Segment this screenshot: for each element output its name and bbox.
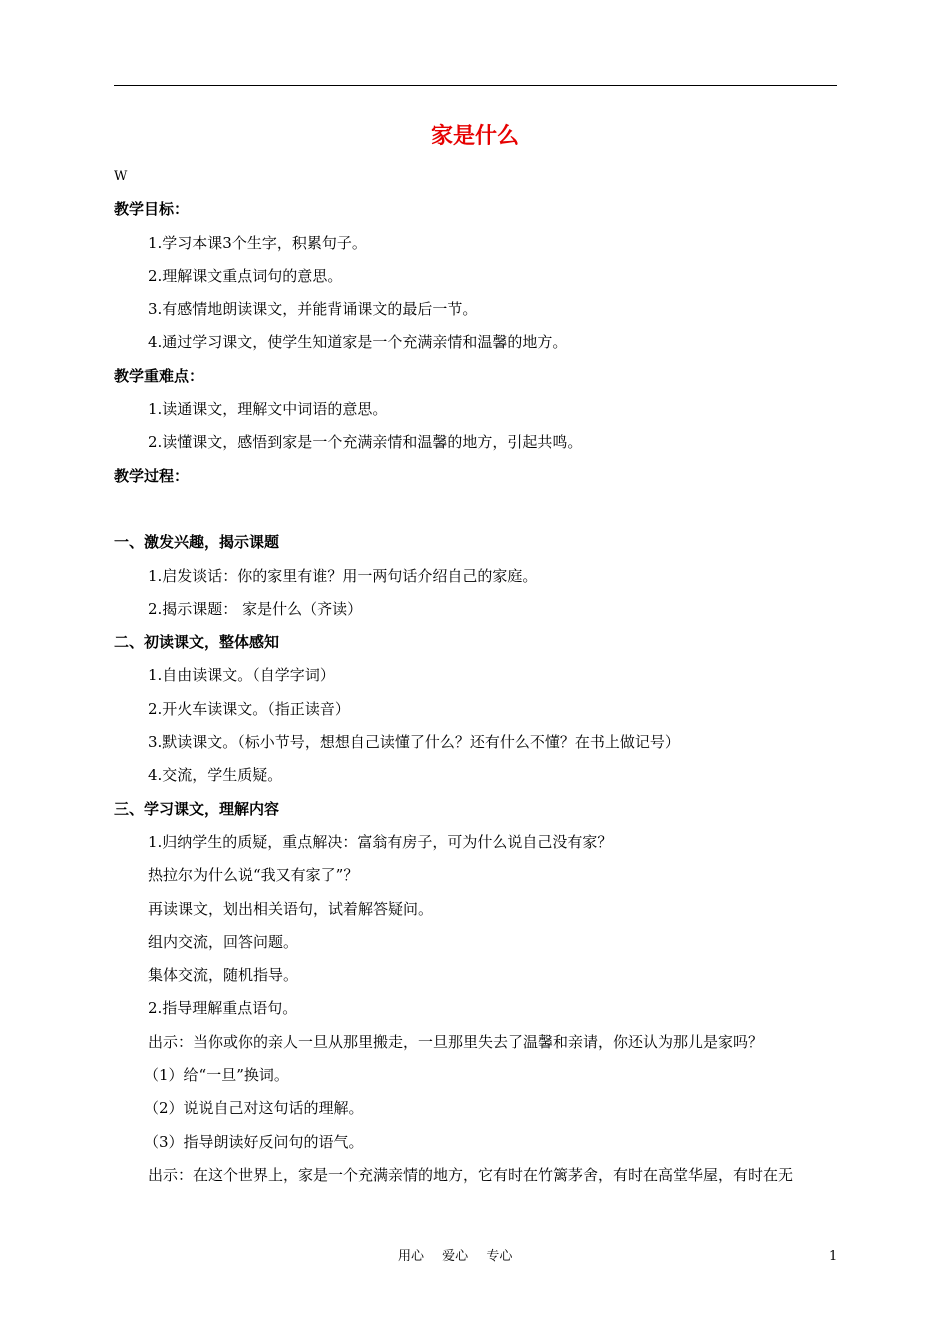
sub-item: （1）给“一旦”换词。 bbox=[144, 1066, 289, 1085]
body-line: 出示：当你或你的亲人一旦从那里搬走，一旦那里失去了温馨和亲请，你还认为那儿是家吗？ bbox=[148, 1032, 764, 1051]
header-rule bbox=[114, 85, 837, 86]
body-line: 2.揭示课题： 家是什么（齐读） bbox=[148, 599, 363, 618]
section-heading: 教学目标： bbox=[114, 200, 190, 219]
stray-mark: W bbox=[114, 169, 128, 184]
body-line: 1.读通课文，理解文中词语的意思。 bbox=[148, 400, 388, 419]
section-heading: 教学重难点： bbox=[114, 366, 205, 385]
body-line: 2.开火车读课文。（指正读音） bbox=[148, 699, 350, 718]
body-line: 3.默读课文。（标小节号，想想自己读懂了什么？还有什么不懂？在书上做记号） bbox=[148, 733, 680, 752]
section-heading: 二、初读课文，整体感知 bbox=[114, 633, 280, 652]
body-line: 组内交流，回答问题。 bbox=[148, 932, 299, 951]
body-line: 1.归纳学生的质疑，重点解决：富翁有房子，可为什么说自己没有家？ bbox=[148, 832, 613, 851]
body-line: 3.有感情地朗读课文，并能背诵课文的最后一节。 bbox=[148, 300, 478, 319]
body-line: 4.交流，学生质疑。 bbox=[148, 766, 283, 785]
footer-word: 爱心 bbox=[442, 1249, 469, 1264]
section-heading: 教学过程： bbox=[114, 466, 190, 485]
document-body bbox=[114, 160, 839, 1192]
body-line: 再读课文，划出相关语句，试着解答疑问。 bbox=[148, 899, 434, 918]
body-line: 1.自由读课文。（自学字词） bbox=[148, 666, 335, 685]
body-line: 1.启发谈话：你的家里有谁？用一两句话介绍自己的家庭。 bbox=[148, 566, 538, 585]
body-line: 热拉尔为什么说“我又有家了”？ bbox=[148, 866, 359, 885]
body-line: 集体交流，随机指导。 bbox=[148, 966, 299, 985]
body-line: 出示：在这个世界上，家是一个充满亲情的地方，它有时在竹篱茅舍，有时在高堂华屋，有时在无 bbox=[148, 1165, 794, 1184]
body-line: 2.指导理解重点语句。 bbox=[148, 999, 298, 1018]
body-line: 4.通过学习课文，使学生知道家是一个充满亲情和温馨的地方。 bbox=[148, 333, 568, 352]
footer-word: 专心 bbox=[486, 1249, 513, 1264]
footer-word: 用心 bbox=[398, 1249, 425, 1264]
body-line: 2.理解课文重点词句的意思。 bbox=[148, 266, 343, 285]
footer-slogan bbox=[398, 1247, 526, 1267]
body-line: 2.读懂课文，感悟到家是一个充满亲情和温馨的地方，引起共鸣。 bbox=[148, 433, 583, 452]
page-number: 1 bbox=[829, 1249, 838, 1264]
section-heading: 三、学习课文，理解内容 bbox=[114, 799, 280, 818]
blank-line bbox=[114, 493, 839, 526]
document-title: 家是什么 bbox=[430, 124, 519, 149]
sub-item: （2）说说自己对这句话的理解。 bbox=[144, 1099, 364, 1118]
body-line: 1.学习本课3个生字，积累句子。 bbox=[148, 233, 367, 252]
sub-item: （3）指导朗读好反问句的语气。 bbox=[144, 1132, 364, 1151]
section-heading: 一、激发兴趣，揭示课题 bbox=[114, 533, 280, 552]
text-lines bbox=[114, 193, 839, 1192]
